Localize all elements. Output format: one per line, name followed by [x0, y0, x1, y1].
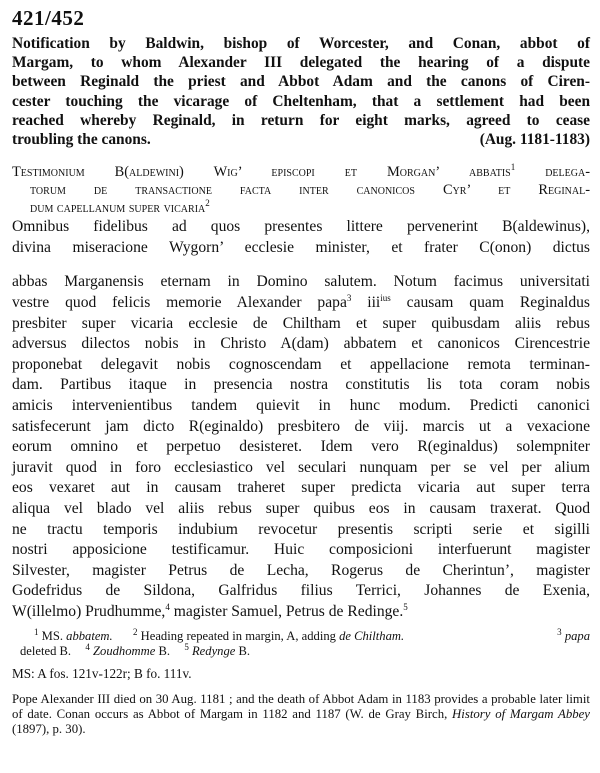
text-fragment: vestre quod felicis memorie Alexander papa [12, 294, 347, 311]
text-line: adversus dilectos nobis in Christo A(dam) abbatem et canonicos Cirencestrie [12, 335, 590, 353]
book-title: History of Margam Abbey [452, 706, 590, 721]
text-line: presbiter super vicaria ecclesie de Chiltham et super quibusdam aliis rebus [12, 314, 590, 332]
text-line [12, 293, 590, 314]
footnote-text: Heading repeated in margin, A, adding [137, 628, 340, 643]
footnote-marker: 1 [510, 162, 516, 173]
text-line: abbas Marganensis eternam in Domino salutem. Notum facimus universitati [12, 273, 590, 291]
comment-text: Pope Alexander III died on 30 Aug. 1181 ; and the death of Abbot Adam in 1183 provides a probable later limit of date. Conan occurs as Abbot of Margam in 1182 and 1187 (W. de Gray Birch, [12, 691, 590, 721]
footnote-text: papa [564, 628, 590, 643]
text-line: amicis intervenientibus tandem quievit in hunc modum. Predicti canonici [12, 396, 590, 414]
footnote-number: 2 [133, 626, 138, 637]
text-line: nostri apposicione testificamur. Huic composicioni interfuerunt magister [12, 541, 590, 559]
text-line: Omnibus fidelibus ad quos presentes littere pervenerint B(aldewinus), [12, 218, 590, 236]
footnote-number: 4 [85, 641, 90, 652]
latin-heading [12, 163, 590, 217]
summary-last-line [12, 130, 590, 149]
footnote-number: 1 [34, 626, 39, 637]
footnote-text: MS. [38, 628, 67, 643]
text-line: eorum omnino et perpetuo desisteret. Idem vero R(eginaldus) solempniter [12, 438, 590, 456]
summary-line: cester touching the vicarage of Cheltenham, that a settlement had been [12, 92, 590, 110]
footnote-text: deleted B. [20, 643, 72, 658]
text-line: divina miseracione Wygorn’ ecclesie minister, et frater C(onon) dictus [12, 238, 590, 256]
summary-line: Margam, to whom Alexander III delegated the hearing of a dispute [12, 54, 590, 72]
text-line: proponebat delegavit nobis cognoscendam et appellacione remota terminan- [12, 355, 590, 373]
footnote-line [12, 641, 590, 659]
text-fragment: iii [351, 294, 381, 311]
text-fragment: W(illelmo) Prudhumme, [12, 602, 166, 620]
heading-line [12, 199, 590, 217]
text-line: eos vexaret aut in causam traheret super predicta vicaria aut super terra [12, 479, 590, 497]
summary-line: troubling the canons. [12, 131, 151, 149]
heading-line: torum de transactione facta inter canonicos Cyr’ et Reginal- [30, 182, 590, 199]
heading-line [12, 163, 590, 181]
heading-text: Testimonium B(aldewini) Wig’ episcopi et Morgan’ abbatis [12, 164, 511, 181]
text-line: Silvester, magister Petrus de Lecha, Rogerus de Cherintun’, magister [12, 561, 590, 579]
comment-text: (1897), p. 30). [12, 721, 86, 736]
footnote-text: de Chiltham. [339, 628, 405, 643]
summary-date: (Aug. 1181-1183) [479, 131, 590, 149]
text-line: ne tractu temporis indubium revocetur presentis scripti serie et sigilli [12, 520, 590, 538]
summary-line: Notification by Baldwin, bishop of Worcester, and Conan, abbot of [12, 35, 590, 52]
footnote-number: 5 [184, 641, 189, 652]
footnote-text: Redynge [191, 643, 236, 658]
footnote-line [12, 626, 590, 644]
text-line: satisfecerunt jam dicto R(eginaldo) presbitero de viij. marcis ut a vexacione [12, 417, 590, 435]
text-fragment: magister Samuel, Petrus de Redinge. [169, 602, 404, 620]
footnote-text: Zoudhomme [93, 643, 156, 658]
editorial-comment [12, 692, 590, 738]
text-line [12, 602, 590, 623]
footnote-marker: 3 [346, 292, 352, 303]
text-fragment: causam quam Reginaldus [390, 294, 590, 311]
superscript-text: ius [380, 292, 391, 303]
footnotes [12, 626, 590, 659]
document-summary [12, 34, 590, 130]
footnote-text: abbatem. [66, 628, 113, 643]
heading-text: delega- [515, 164, 590, 181]
footnote-number: 3 [557, 626, 562, 637]
footnote-text: B. [235, 643, 251, 658]
latin-text [12, 217, 590, 622]
heading-text: dum capellanum super vicaria [30, 200, 206, 217]
text-line: aliqua vel blado vel aliis rebus super quibus eos in causam traxerat. Quod [12, 499, 590, 517]
footnote-marker: 4 [165, 601, 170, 612]
footnote-marker: 5 [403, 601, 408, 612]
summary-line: between Reginald the priest and Abbot Adam and the canons of Ciren- [12, 73, 590, 91]
text-line: Godefridus de Sildona, Galfridus filius Terrici, Johannes de Exenia, [12, 582, 590, 600]
summary-line: reached whereby Reginald, in return for eight marks, agreed to cease [12, 111, 590, 129]
document-page [12, 6, 590, 737]
footnote-marker: 2 [205, 198, 210, 209]
footnote-text: B. [155, 643, 171, 658]
text-line: juravit quod in foro ecclesiastico vel seculari nunquam per se vel per alium [12, 458, 590, 476]
document-number: 421/452 [12, 6, 85, 30]
text-line: dam. Partibus itaque in presencia nostra constitutis lis tota coram nobis [12, 376, 590, 394]
manuscript-reference: MS: A fos. 121v-122r; B fo. 111v. [12, 665, 192, 681]
